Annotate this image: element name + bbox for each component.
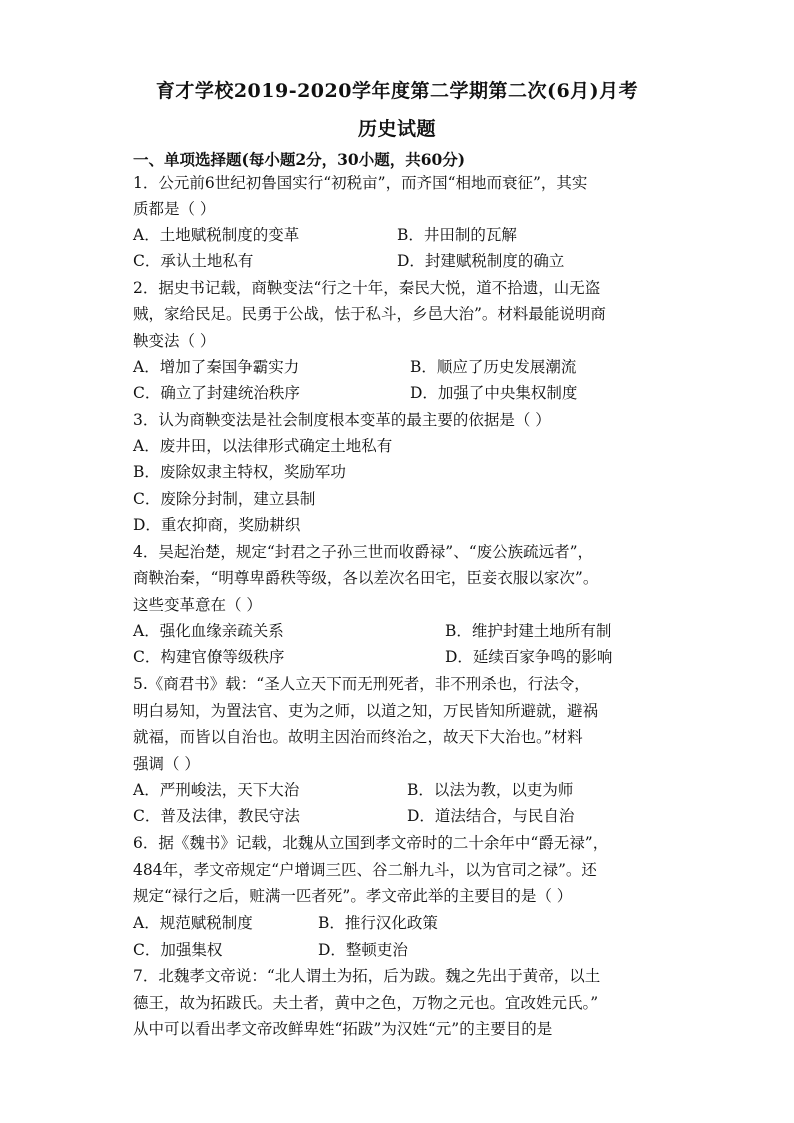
question-4-stem-line: 4．吴起治楚，规定“封君之子孙三世而收爵禄”、“废公族疏远者”，: [133, 543, 594, 561]
question-6-stem-line: 规定“禄行之后，赃满一匹者死”。孝文帝此举的主要目的是（ ）: [133, 887, 573, 905]
question-3-option-b: B．废除奴隶主特权，奖励军功: [133, 463, 346, 481]
question-2-option-d: D．加强了中央集权制度: [410, 384, 578, 402]
question-1-option-c: C．承认土地私有: [133, 252, 254, 270]
question-1-stem-line: 质都是（ ）: [133, 200, 216, 218]
question-2-option-a: A．增加了秦国争霸实力: [133, 358, 300, 376]
question-3-option-d: D．重农抑商，奖励耕织: [133, 516, 301, 534]
question-5-option-a: A．严刑峻法，天下大治: [133, 781, 300, 799]
question-2-stem-line: 鞅变法（ ）: [133, 332, 216, 350]
question-1-option-d: D．封建赋税制度的确立: [397, 252, 565, 270]
question-7-stem-line: 7．北魏孝文帝说：“北人谓土为拓，后为跋。魏之先出于黄帝，以土: [133, 967, 601, 985]
subject-title: 历史试题: [357, 118, 436, 140]
question-5-option-c: C．普及法律，教民守法: [133, 807, 300, 825]
question-4-option-b: B．维护封建土地所有制: [445, 622, 612, 640]
question-4-option-d: D．延续百家争鸣的影响: [445, 648, 613, 666]
question-7-stem-line: 德王，故为拓跋氏。夫土者，黄中之色，万物之元也。宜改姓元氏。”: [133, 994, 599, 1012]
question-1-stem-line: 1．公元前6世纪初鲁国实行“初税亩”，而齐国“相地而衰征”，其实: [133, 174, 588, 192]
question-6-option-a: A．规范赋税制度: [133, 914, 253, 932]
question-4-stem-line: 商鞅治秦，“明尊卑爵秩等级，各以差次名田宅，臣妾衣服以家次”。: [133, 569, 599, 587]
question-6-option-d: D．整顿吏治: [318, 941, 408, 959]
question-3-option-a: A．废井田，以法律形式确定土地私有: [133, 437, 393, 455]
question-3-stem-line: 3．认为商鞅变法是社会制度根本变革的最主要的依据是（ ）: [133, 411, 551, 429]
exam-title: 育才学校2019-2020学年度第二学期第二次(6月)月考: [155, 80, 639, 102]
question-3-option-c: C．废除分封制，建立县制: [133, 490, 316, 508]
question-5-option-d: D．道法结合，与民自治: [407, 807, 575, 825]
question-6-option-c: C．加强集权: [133, 941, 223, 959]
question-1-option-a: A．土地赋税制度的变革: [133, 226, 300, 244]
question-4-option-c: C．构建官僚等级秩序: [133, 648, 285, 666]
question-6-stem-line: 6．据《魏书》记载，北魏从立国到孝文帝时的二十余年中“爵无禄”，: [133, 834, 609, 852]
question-2-stem-line: 2．据史书记载，商鞅变法“行之十年，秦民大悦，道不拾遗，山无盗: [133, 279, 601, 297]
question-5-stem-line: 就福，而皆以自治也。故明主因治而终治之，故天下大治也。”材料: [133, 728, 583, 746]
question-4-stem-line: 这些变革意在（ ）: [133, 596, 262, 614]
question-5-stem-line: 5.《商君书》载：“圣人立天下而无刑死者，非不刑杀也，行法令，: [133, 675, 590, 693]
question-6-option-b: B．推行汉化政策: [318, 914, 438, 932]
question-5-option-b: B．以法为教，以吏为师: [407, 781, 574, 799]
question-2-option-b: B．顺应了历史发展潮流: [410, 358, 577, 376]
question-4-option-a: A．强化血缘亲疏关系: [133, 622, 284, 640]
question-5-stem-line: 强调（ ）: [133, 755, 200, 773]
question-5-stem-line: 明白易知，为置法官、吏为之师，以道之知，万民皆知所避就，避祸: [133, 702, 599, 720]
question-2-stem-line: 贼，家给民足。民勇于公战，怯于私斗，乡邑大治”。材料最能说明商: [133, 305, 606, 323]
question-1-option-b: B．井田制的瓦解: [397, 226, 517, 244]
question-6-stem-line: 484年，孝文帝规定“户增调三匹、谷二斛九斗，以为官司之禄”。还: [133, 861, 597, 879]
section-heading: 一、单项选择题(每小题2分，30小题，共60分): [133, 150, 466, 169]
question-7-stem-line: 从中可以看出孝文帝改鲜卑姓“拓跋”为汉姓“元”的主要目的是: [133, 1020, 553, 1038]
question-2-option-c: C．确立了封建统治秩序: [133, 384, 300, 402]
